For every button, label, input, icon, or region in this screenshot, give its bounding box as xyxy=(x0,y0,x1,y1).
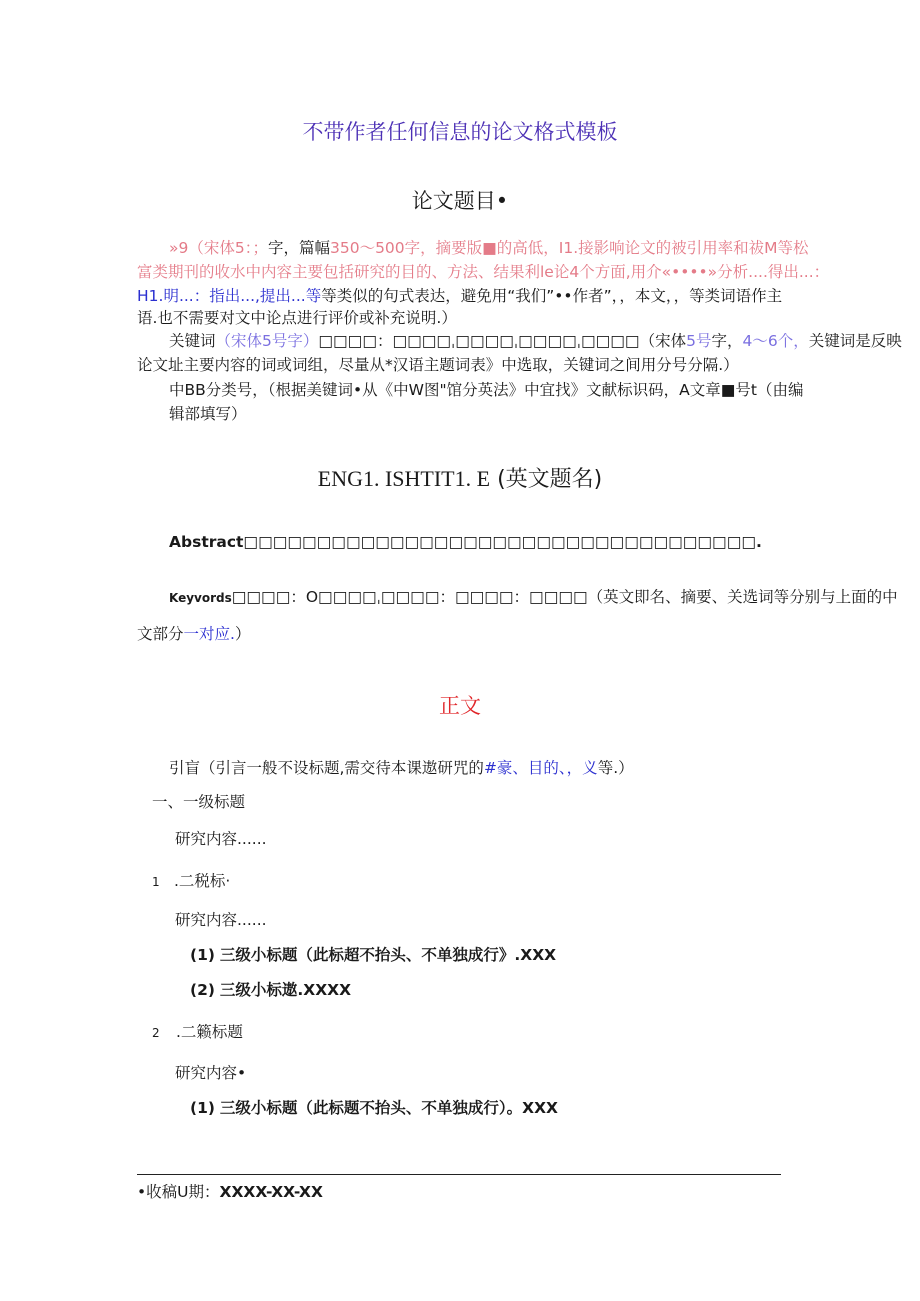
content-1: 研究内容...... xyxy=(175,830,267,848)
footnote-divider xyxy=(137,1174,781,1175)
footnote: •收稿U期：XXXX-XX-XX xyxy=(137,1183,323,1201)
abstract-en: Abstract□□□□□□□□□□□□□□□□□□□□□□□□□□□□□□□□□□□. xyxy=(169,533,762,551)
subheading-3: (1) 三级小标题（此标题不抬头、不单独成行）。XXX xyxy=(190,1099,558,1117)
content-2: 研究内容...... xyxy=(175,911,267,929)
content-3: 研究内容• xyxy=(175,1064,247,1082)
abstract-cn-line-1: »9（宋体5：；字，篇幅350〜500字，摘要版■的高低，I1.接影响论文的被引用率和祓M等松 xyxy=(169,239,809,257)
abstract-cn-line-4: 语.也不需要对文中论点进行评价或补充说明.） xyxy=(137,309,457,327)
heading-level-2-1: 1 .二税标· xyxy=(152,872,231,890)
keywords-en-line-2: 文部分一对应.） xyxy=(137,625,251,643)
abstract-cn-line-3: H1.明...：指出...,提出...等等类似的句式表达，避免用“我们”••作者”，，本文，，等类词语作主 xyxy=(137,287,783,305)
intro-paragraph: 引盲（引言一般不设标题,需交待本课遨研咒的#豪、目的、，义等.） xyxy=(169,759,634,777)
abstract-cn-line-2: 富类期刊的收水中内容主要包括研究的目的、方法、结果利le论4个方面,用介«••••»分析....得出...： xyxy=(137,263,830,281)
subheading-1: (1) 三级小标题（此标超不抬头、不单独成行》.XXX xyxy=(190,946,557,964)
abstract-cn-spec: »9（宋体5：； xyxy=(169,239,268,257)
heading-level-1: 一、一级标题 xyxy=(152,793,246,811)
template-title: 不带作者任何信息的论文格式模板 xyxy=(302,120,618,144)
classification-line-2: 辑部填写） xyxy=(169,405,247,423)
classification-line-1: 中BB分类号，（根据美键词•从《中W图"馆分英法》中宜找》文献标识码，A文章■号t（由编 xyxy=(169,381,804,399)
paper-title: 论文题目• xyxy=(411,189,509,213)
keywords-en-line-1: Keyvords□□□□：O□□□□ˌ□□□□：□□□□：□□□□（英文即名、摘要、关选词等分别与上面的中 xyxy=(169,588,898,606)
keywords-cn-line-1: 关键词（宋体5号字）□□□□：□□□□ˌ□□□□ˌ□□□□ˌ□□□□（宋体5号字，4〜6个，关键词是反映 xyxy=(169,332,902,350)
subheading-2: (2) 三级小标遨.XXXX xyxy=(190,981,352,999)
heading-level-2-2: 2 .二籁标题 xyxy=(152,1023,243,1041)
keywords-cn-line-2: 论文址主要内容的词或词组，尽量从*汉语主题词表》中选取，关键词之间用分号分隔.） xyxy=(137,356,739,374)
english-title: ENG1. ISHTIT1. E (英文题名) xyxy=(317,466,603,492)
body-title: 正文 xyxy=(439,694,481,718)
